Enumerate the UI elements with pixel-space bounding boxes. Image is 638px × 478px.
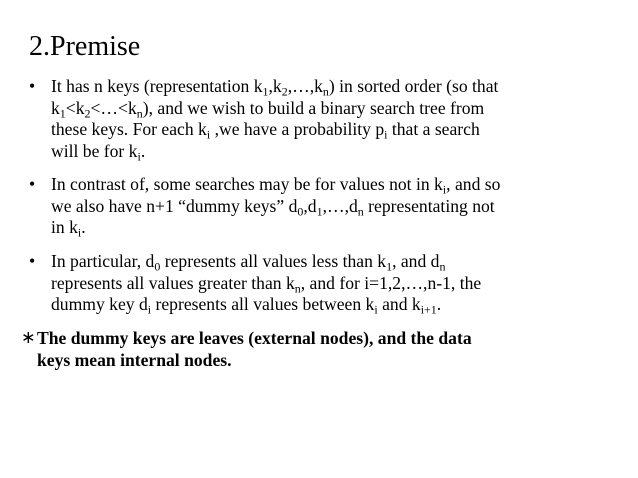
subscript: 2 [84, 106, 91, 121]
bullet-text [51, 251, 481, 316]
bullet-line [51, 98, 498, 120]
subscript: 1 [262, 84, 269, 99]
text-run: we also have n+1 “dummy keys” d [51, 195, 298, 216]
text-run: ), and we wish to build a binary search tree from [142, 97, 485, 118]
subscript: i [374, 302, 378, 317]
subscript: i [137, 149, 141, 164]
text-run: . [436, 294, 442, 315]
bullet-marker: • [29, 174, 36, 194]
asterisk-icon: ∗ [21, 328, 36, 348]
subscript: 1 [386, 259, 393, 274]
text-run: In particular, d [51, 251, 155, 271]
text-run: k [51, 97, 60, 118]
bullet-line [51, 217, 500, 239]
text-run: in k [51, 217, 78, 238]
bullet-line [51, 196, 500, 218]
subscript: i [384, 127, 388, 142]
bullet-text [51, 76, 498, 162]
text-run: , and for i=1,2,…,n-1, the [300, 272, 482, 293]
bullet-line [51, 174, 500, 196]
subscript: i [77, 225, 82, 240]
text-run: <…<k [90, 97, 137, 118]
subscript: 1 [59, 106, 66, 121]
bullet-line [51, 119, 498, 141]
text-run: It has n keys (representation k [51, 76, 263, 96]
note-text [37, 328, 472, 371]
text-run: represents all values between k [151, 294, 375, 315]
subscript: 0 [154, 259, 161, 274]
text-run: represents all values less than k [160, 251, 387, 271]
subscript: 2 [281, 84, 288, 99]
bullet-marker: • [29, 251, 36, 271]
bullet-text [51, 174, 500, 239]
subscript: i+1 [420, 302, 437, 317]
text-run: these keys. For each k [51, 119, 207, 140]
text-run: , and so [446, 174, 501, 194]
text-run: ) in sorted order (so that [328, 76, 499, 96]
bullet-line [51, 251, 481, 273]
subscript: n [357, 204, 364, 219]
text-run: ,we have a probability p [210, 119, 385, 140]
text-run: will be for k [51, 140, 138, 161]
subscript: n [322, 84, 329, 99]
bullet-line [51, 273, 481, 295]
subscript: 0 [297, 204, 304, 219]
text-run: ,…,d [322, 195, 358, 216]
text-run: and k [377, 294, 421, 315]
subscript: n [294, 281, 301, 296]
text-run: In contrast of, some searches may be for values not in k [51, 174, 443, 194]
text-run: <k [65, 97, 85, 118]
text-run: that a search [387, 119, 480, 140]
bullet-line [51, 141, 498, 163]
bullet-line [51, 76, 498, 98]
text-run: dummy key d [51, 294, 148, 315]
subscript: n [439, 259, 446, 274]
subscript: i [206, 127, 211, 142]
text-run: . [81, 217, 86, 238]
subscript: 1 [316, 204, 323, 219]
text-run: ,…,k [287, 76, 323, 96]
slide-title: 2.Premise [29, 31, 141, 62]
note-line: keys mean internal nodes. [37, 349, 232, 370]
bullet-line [51, 294, 481, 316]
subscript: n [136, 106, 143, 121]
text-run: representating not [363, 195, 495, 216]
text-run: represents all values greater than k [51, 272, 295, 293]
subscript: i [147, 302, 152, 317]
text-run: . [140, 140, 146, 161]
note-line: The dummy keys are leaves (external nodes), and the data [37, 328, 472, 348]
text-run: ,k [268, 76, 282, 96]
text-run: , and d [392, 251, 440, 271]
text-run: ,d [303, 195, 317, 216]
subscript: i [442, 182, 447, 197]
bullet-marker: • [29, 76, 36, 96]
